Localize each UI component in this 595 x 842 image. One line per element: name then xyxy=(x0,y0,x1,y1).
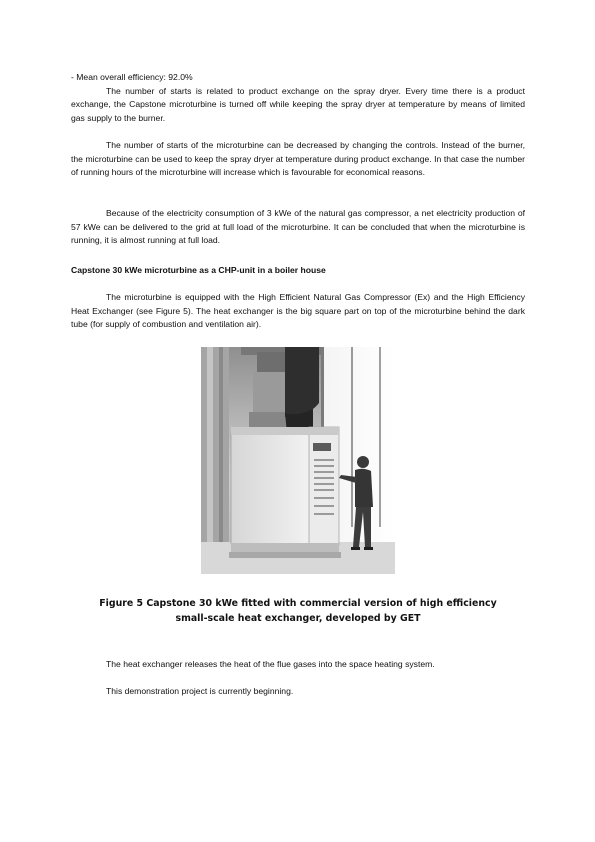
paragraph-heat-release: The heat exchanger releases the heat of the flue gases into the space heating system. xyxy=(106,659,435,669)
microturbine-photo-illustration xyxy=(201,347,395,574)
section-heading: Capstone 30 kWe microturbine as a CHP-unit in a boiler house xyxy=(71,265,326,275)
efficiency-line: - Mean overall efficiency: 92.0% xyxy=(71,72,193,82)
body-section-controls xyxy=(71,139,525,180)
figure-photo xyxy=(201,347,395,574)
body-section-equipment xyxy=(71,291,525,332)
figure-caption xyxy=(71,596,525,626)
section-heading-block xyxy=(71,264,525,278)
paragraph-starts: The number of starts is related to product exchange on the spray dryer. Every time there is a product exchange, the Capstone microturbine is turned off while keeping the spray dryer at temperature by means of limited gas supply to the burner. xyxy=(71,85,525,123)
closing-section-project xyxy=(106,685,526,699)
paragraph-equipment: The microturbine is equipped with the High Efficient Natural Gas Compressor (Ex) and the High Efficiency Heat Exchanger (see Figure 5). The heat exchanger is the big square part on top of the microturbine behind the dark tube (for supply of combustion and ventilation air). xyxy=(71,292,525,329)
paragraph-electricity: Because of the electricity consumption of 3 kWe of the natural gas compressor, a net electricity production of 57 kWe can be delivered to the grid at full load of the microturbine. It can be concluded that when the microturbine is running, it is almost running at full load. xyxy=(71,208,525,245)
paragraph-project-status: This demonstration project is currently beginning. xyxy=(106,686,294,696)
caption-line-1: Figure 5 Capstone 30 kWe fitted with commercial version of high efficiency xyxy=(99,598,497,609)
body-section-top xyxy=(71,71,525,125)
paragraph-controls: The number of starts of the microturbine can be decreased by changing the controls. Instead of the burner, the microturbine can be used to keep the spray dryer at temperature during product exchange. In that case the number of running hours of the microturbine will increase which is favourable for economical reasons. xyxy=(71,140,525,177)
body-section-electricity xyxy=(71,207,525,248)
closing-section-heat xyxy=(106,658,526,672)
caption-line-2: small-scale heat exchanger, developed by GET xyxy=(175,613,421,624)
